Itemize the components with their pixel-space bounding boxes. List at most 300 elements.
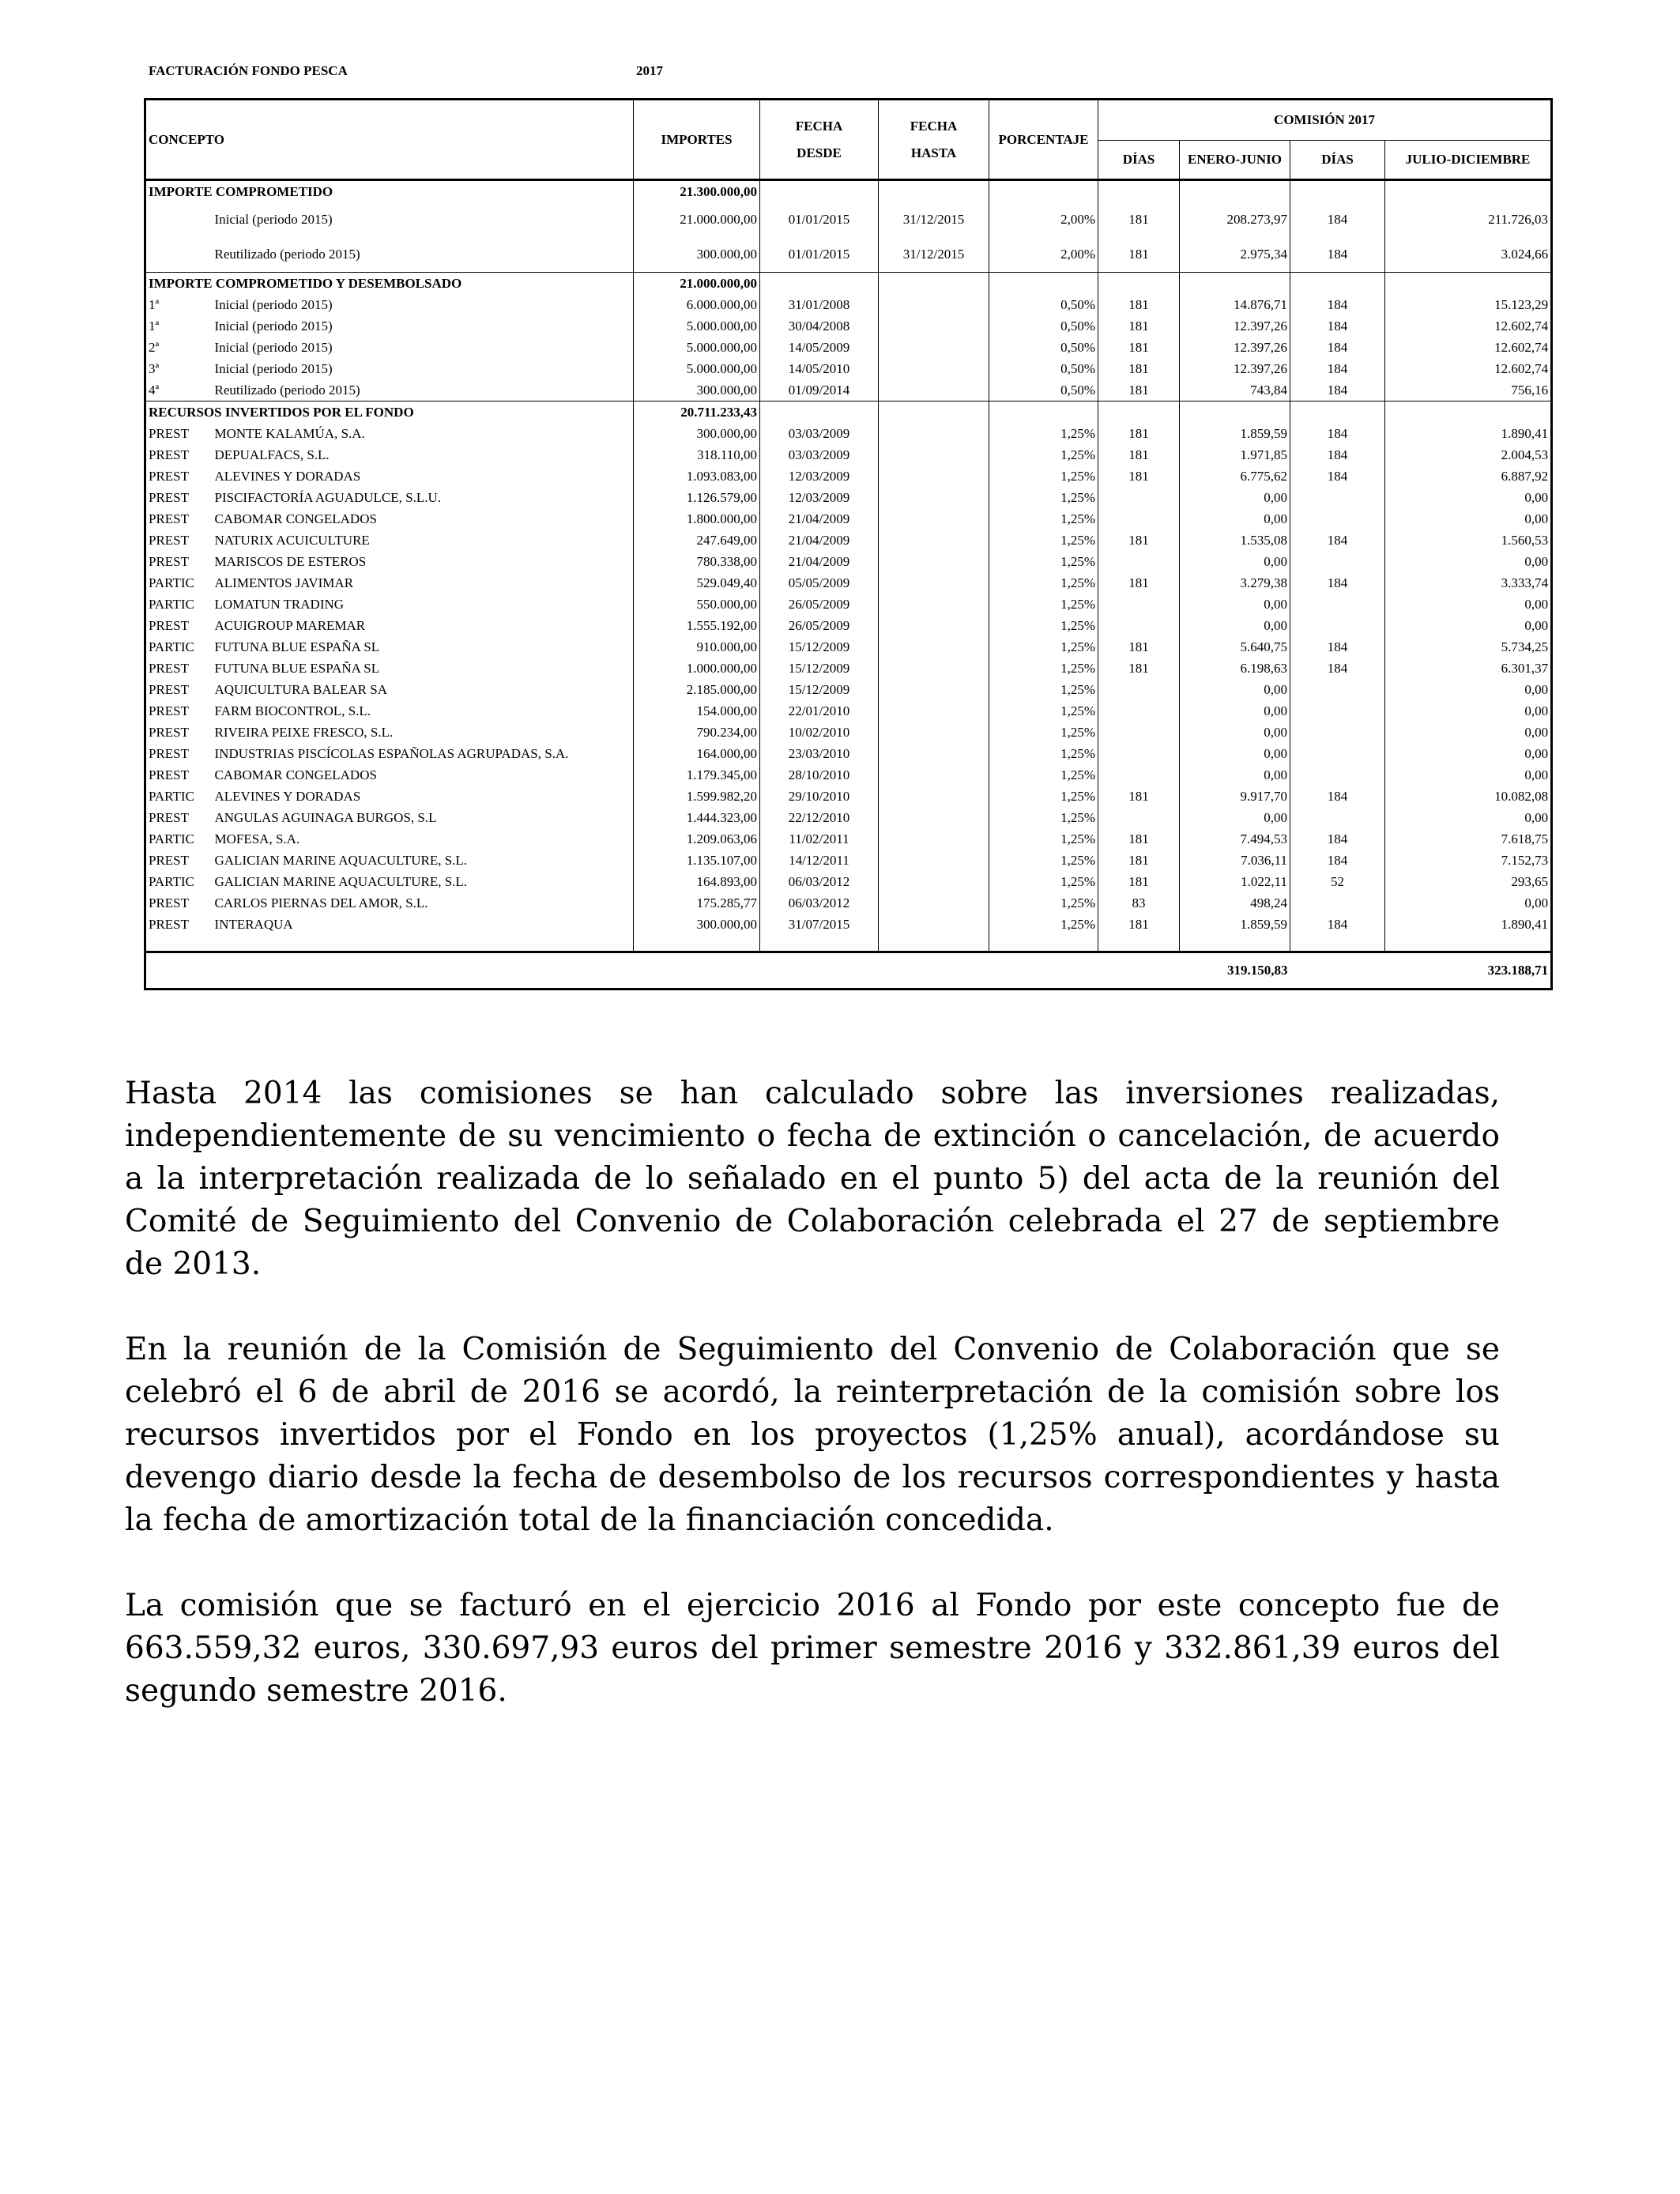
spacer-cell: [1290, 935, 1385, 952]
row-date-from: 22/12/2010: [760, 807, 879, 828]
row-date-to: [879, 828, 989, 850]
row-commission-h2: 3.333,74: [1385, 572, 1552, 594]
row-date-from: 29/10/2010: [760, 786, 879, 807]
row-days-h2: [1290, 615, 1385, 636]
row-amount: 1.555.192,00: [634, 615, 760, 636]
row-percentage: 1,25%: [989, 914, 1098, 935]
row-commission-h1: 0,00: [1180, 508, 1290, 530]
row-amount: 910.000,00: [634, 636, 760, 658]
row-date-to: [879, 423, 989, 444]
row-date-to: [879, 487, 989, 508]
row-date-from: 11/02/2011: [760, 828, 879, 850]
row-date-to: [879, 315, 989, 337]
row-percentage: 2,00%: [989, 202, 1098, 237]
row-commission-h2: 12.602,74: [1385, 337, 1552, 358]
row-concept: Inicial (periodo 2015): [214, 361, 333, 376]
row-percentage: 1,25%: [989, 850, 1098, 871]
empty-cell: [1098, 180, 1180, 203]
row-commission-h1: 0,00: [1180, 764, 1290, 786]
row-commission-h2: 2.004,53: [1385, 444, 1552, 466]
row-type: PARTIC: [145, 636, 215, 658]
row-concept: FUTUNA BLUE ESPAÑA SL: [214, 661, 380, 676]
row-date-from: 15/12/2009: [760, 679, 879, 700]
row-days-h2: [1290, 508, 1385, 530]
row-type: 1ª: [145, 315, 215, 337]
row-type: PREST: [145, 615, 215, 636]
row-concept: DEPUALFACS, S.L.: [214, 447, 330, 462]
row-commission-h1: 1.859,59: [1180, 914, 1290, 935]
table-row: [145, 337, 1552, 358]
spacer-cell: [215, 935, 634, 952]
report-title: FACTURACIÓN FONDO PESCA: [149, 63, 348, 78]
row-percentage: 1,25%: [989, 487, 1098, 508]
row-date-from: 15/12/2009: [760, 658, 879, 679]
row-commission-h2: 5.734,25: [1385, 636, 1552, 658]
table-row: [145, 379, 1552, 401]
row-days-h2: [1290, 594, 1385, 615]
spacer-cell: [1385, 935, 1552, 952]
row-date-to: [879, 551, 989, 572]
row-amount: 6.000.000,00: [634, 294, 760, 315]
row-commission-h1: 14.876,71: [1180, 294, 1290, 315]
row-commission-h2: 1.890,41: [1385, 423, 1552, 444]
row-date-to: [879, 658, 989, 679]
row-days-h1: [1098, 551, 1180, 572]
row-commission-h2: 0,00: [1385, 679, 1552, 700]
row-type: PREST: [145, 487, 215, 508]
section-amount: 20.711.233,43: [634, 401, 760, 424]
row-type: PREST: [145, 551, 215, 572]
row-commission-h2: 756,16: [1385, 379, 1552, 401]
row-amount: 780.338,00: [634, 551, 760, 572]
empty-cell: [989, 180, 1098, 203]
paragraph-1: Hasta 2014 las comisiones se han calculado sobre las inversiones realizadas, independientemente de su vencimiento o fecha de extinción o cancelación, de acuerdo a la interpretación realizada de lo señalado en el punto 5) del acta de la reunión del Comité de Seguimiento del Convenio de Colaboración celebrada el 27 de septiembre de 2013.: [125, 1076, 1500, 1282]
empty-cell: [1098, 401, 1180, 424]
empty-cell: [760, 401, 879, 424]
row-concept: ALEVINES Y DORADAS: [214, 469, 361, 484]
table-row: [145, 508, 1552, 530]
table-row: [145, 764, 1552, 786]
row-days-h1: [1098, 508, 1180, 530]
spacer-cell: [989, 935, 1098, 952]
row-type: PREST: [145, 764, 215, 786]
row-commission-h1: 1.971,85: [1180, 444, 1290, 466]
row-amount: 5.000.000,00: [634, 315, 760, 337]
row-date-to: [879, 444, 989, 466]
row-date-to: [879, 379, 989, 401]
row-type: 4ª: [145, 379, 215, 401]
row-days-h1: 181: [1098, 530, 1180, 551]
row-days-h1: 181: [1098, 636, 1180, 658]
row-days-h2: 184: [1290, 237, 1385, 273]
row-days-h1: 181: [1098, 444, 1180, 466]
row-percentage: 0,50%: [989, 294, 1098, 315]
row-days-h1: 181: [1098, 850, 1180, 871]
row-date-from: 23/03/2010: [760, 743, 879, 764]
row-days-h2: 184: [1290, 379, 1385, 401]
row-percentage: 0,50%: [989, 379, 1098, 401]
row-percentage: 1,25%: [989, 892, 1098, 914]
row-type: PREST: [145, 743, 215, 764]
row-commission-h1: 0,00: [1180, 722, 1290, 743]
row-date-to: [879, 871, 989, 892]
row-date-to: [879, 615, 989, 636]
row-date-to: [879, 764, 989, 786]
row-type: PREST: [145, 700, 215, 722]
row-commission-h1: 3.279,38: [1180, 572, 1290, 594]
row-days-h2: [1290, 700, 1385, 722]
totals-blank: [1290, 952, 1385, 990]
row-percentage: 1,25%: [989, 807, 1098, 828]
row-amount: 318.110,00: [634, 444, 760, 466]
row-percentage: 0,50%: [989, 315, 1098, 337]
row-type: PARTIC: [145, 871, 215, 892]
row-days-h2: [1290, 722, 1385, 743]
row-days-h1: 181: [1098, 315, 1180, 337]
empty-cell: [1180, 401, 1290, 424]
row-type: PREST: [145, 892, 215, 914]
row-date-to: 31/12/2015: [879, 237, 989, 273]
row-days-h1: [1098, 807, 1180, 828]
row-concept: MOFESA, S.A.: [214, 831, 300, 846]
row-date-from: 01/01/2015: [760, 202, 879, 237]
row-concept: INTERAQUA: [214, 917, 293, 932]
row-date-to: [879, 337, 989, 358]
row-concept: Inicial (periodo 2015): [214, 212, 333, 227]
row-type: PARTIC: [145, 594, 215, 615]
row-type: PARTIC: [145, 828, 215, 850]
row-type: PREST: [145, 423, 215, 444]
row-days-h1: 181: [1098, 658, 1180, 679]
row-date-to: [879, 914, 989, 935]
row-days-h2: 184: [1290, 786, 1385, 807]
section-row: [145, 401, 1552, 424]
row-days-h2: 184: [1290, 914, 1385, 935]
row-days-h2: 52: [1290, 871, 1385, 892]
row-amount: 1.135.107,00: [634, 850, 760, 871]
header-dias-1: DÍAS: [1098, 141, 1180, 180]
row-concept: CARLOS PIERNAS DEL AMOR, S.L.: [214, 895, 428, 910]
table-row: [145, 850, 1552, 871]
row-days-h1: [1098, 722, 1180, 743]
row-percentage: 1,25%: [989, 615, 1098, 636]
row-concept: PISCIFACTORÍA AGUADULCE, S.L.U.: [214, 490, 442, 505]
table-row: [145, 892, 1552, 914]
billing-table: [144, 98, 1553, 990]
row-date-from: 14/05/2010: [760, 358, 879, 379]
table-row: [145, 466, 1552, 487]
row-date-from: 15/12/2009: [760, 636, 879, 658]
row-date-from: 10/02/2010: [760, 722, 879, 743]
row-days-h1: 181: [1098, 202, 1180, 237]
row-commission-h2: 0,00: [1385, 722, 1552, 743]
spacer-cell: [1098, 935, 1180, 952]
empty-cell: [1290, 273, 1385, 295]
row-days-h1: 181: [1098, 358, 1180, 379]
row-concept: ALIMENTOS JAVIMAR: [214, 575, 354, 590]
header-fecha-desde-line2: DESDE: [797, 145, 842, 160]
total-enero-junio: 319.150,83: [1180, 952, 1290, 990]
row-commission-h1: 12.397,26: [1180, 358, 1290, 379]
row-commission-h1: 0,00: [1180, 743, 1290, 764]
row-percentage: 1,25%: [989, 466, 1098, 487]
row-date-from: 28/10/2010: [760, 764, 879, 786]
row-date-from: 06/03/2012: [760, 871, 879, 892]
totals-row: [145, 952, 1552, 990]
table-row: [145, 202, 1552, 237]
row-amount: 550.000,00: [634, 594, 760, 615]
row-date-from: 01/09/2014: [760, 379, 879, 401]
empty-cell: [760, 273, 879, 295]
header-fecha-hasta-line2: HASTA: [910, 145, 957, 160]
row-date-to: [879, 466, 989, 487]
row-date-from: 26/05/2009: [760, 594, 879, 615]
row-date-to: [879, 850, 989, 871]
row-days-h2: 184: [1290, 358, 1385, 379]
row-commission-h2: 1.890,41: [1385, 914, 1552, 935]
row-days-h1: 181: [1098, 828, 1180, 850]
row-type: PREST: [145, 508, 215, 530]
row-commission-h1: 208.273,97: [1180, 202, 1290, 237]
row-date-to: [879, 508, 989, 530]
row-days-h1: [1098, 615, 1180, 636]
row-date-from: 14/05/2009: [760, 337, 879, 358]
row-date-from: 03/03/2009: [760, 423, 879, 444]
row-concept: RIVEIRA PEIXE FRESCO, S.L.: [214, 725, 394, 740]
table-row: [145, 914, 1552, 935]
table-row: [145, 358, 1552, 379]
row-commission-h2: 12.602,74: [1385, 315, 1552, 337]
row-commission-h2: 1.560,53: [1385, 530, 1552, 551]
row-commission-h1: 6.198,63: [1180, 658, 1290, 679]
row-amount: 21.000.000,00: [634, 202, 760, 237]
row-commission-h1: 0,00: [1180, 679, 1290, 700]
header-fecha-hasta-line1: FECHA: [910, 118, 958, 134]
row-commission-h2: 293,65: [1385, 871, 1552, 892]
row-days-h2: 184: [1290, 202, 1385, 237]
row-days-h2: [1290, 743, 1385, 764]
row-date-from: 14/12/2011: [760, 850, 879, 871]
header-fecha-hasta: [879, 100, 989, 180]
row-type: 3ª: [145, 358, 215, 379]
row-commission-h2: 3.024,66: [1385, 237, 1552, 273]
row-commission-h1: 0,00: [1180, 551, 1290, 572]
row-commission-h2: 0,00: [1385, 700, 1552, 722]
billing-table-body: [145, 180, 1552, 990]
header-comision: COMISIÓN 2017: [1098, 100, 1552, 141]
row-date-from: 31/07/2015: [760, 914, 879, 935]
row-commission-h2: 7.152,73: [1385, 850, 1552, 871]
paragraph-3: La comisión que se facturó en el ejercicio 2016 al Fondo por este concepto fue de 663.559,32 euros, 330.697,93 euros del primer semestre 2016 y 332.861,39 euros del segundo semestre 2016.: [125, 1588, 1500, 1709]
row-commission-h1: 7.494,53: [1180, 828, 1290, 850]
row-concept: NATURIX ACUICULTURE: [214, 533, 370, 548]
row-commission-h1: 7.036,11: [1180, 850, 1290, 871]
table-row: [145, 743, 1552, 764]
row-days-h2: 184: [1290, 850, 1385, 871]
body-text: [125, 1072, 1500, 1755]
row-type: 1ª: [145, 294, 215, 315]
row-amount: 1.000.000,00: [634, 658, 760, 679]
row-type: PARTIC: [145, 786, 215, 807]
row-concept: LOMATUN TRADING: [214, 597, 345, 612]
row-days-h2: 184: [1290, 636, 1385, 658]
spacer-cell: [1180, 935, 1290, 952]
row-amount: 300.000,00: [634, 423, 760, 444]
row-percentage: 1,25%: [989, 743, 1098, 764]
row-days-h2: [1290, 487, 1385, 508]
table-row: [145, 807, 1552, 828]
section-title: IMPORTE COMPROMETIDO: [145, 180, 634, 203]
row-date-to: [879, 636, 989, 658]
row-percentage: 1,25%: [989, 722, 1098, 743]
row-concept: FARM BIOCONTROL, S.L.: [214, 703, 371, 718]
row-days-h2: [1290, 764, 1385, 786]
row-commission-h2: 0,00: [1385, 615, 1552, 636]
table-row: [145, 871, 1552, 892]
row-days-h1: 181: [1098, 871, 1180, 892]
row-percentage: 2,00%: [989, 237, 1098, 273]
row-commission-h2: 0,00: [1385, 743, 1552, 764]
row-percentage: 1,25%: [989, 700, 1098, 722]
table-row: [145, 828, 1552, 850]
section-amount: 21.000.000,00: [634, 273, 760, 295]
row-percentage: 0,50%: [989, 358, 1098, 379]
row-percentage: 1,25%: [989, 508, 1098, 530]
row-days-h1: 181: [1098, 294, 1180, 315]
row-concept: ANGULAS AGUINAGA BURGOS, S.L: [214, 810, 437, 825]
row-date-from: 21/04/2009: [760, 530, 879, 551]
table-row: [145, 594, 1552, 615]
row-amount: 1.093.083,00: [634, 466, 760, 487]
row-concept: FUTUNA BLUE ESPAÑA SL: [214, 639, 380, 654]
total-julio-diciembre: 323.188,71: [1385, 952, 1552, 990]
row-days-h1: 181: [1098, 337, 1180, 358]
row-concept: MONTE KALAMÚA, S.A.: [214, 426, 365, 441]
row-date-from: 12/03/2009: [760, 466, 879, 487]
row-date-to: [879, 294, 989, 315]
row-commission-h1: 12.397,26: [1180, 337, 1290, 358]
row-commission-h2: 0,00: [1385, 892, 1552, 914]
table-row: [145, 658, 1552, 679]
row-days-h1: 83: [1098, 892, 1180, 914]
table-row: [145, 700, 1552, 722]
row-commission-h1: 2.975,34: [1180, 237, 1290, 273]
row-date-to: 31/12/2015: [879, 202, 989, 237]
row-type: PARTIC: [145, 572, 215, 594]
row-amount: 300.000,00: [634, 379, 760, 401]
header-fecha-desde: [760, 100, 879, 180]
row-type: PREST: [145, 466, 215, 487]
section-title: IMPORTE COMPROMETIDO Y DESEMBOLSADO: [145, 273, 634, 295]
row-commission-h2: 0,00: [1385, 508, 1552, 530]
spacer-cell: [879, 935, 989, 952]
table-row: [145, 237, 1552, 273]
row-date-from: 21/04/2009: [760, 508, 879, 530]
row-amount: 164.000,00: [634, 743, 760, 764]
row-type: [145, 202, 215, 237]
row-commission-h1: 0,00: [1180, 594, 1290, 615]
row-amount: 790.234,00: [634, 722, 760, 743]
row-commission-h2: 10.082,08: [1385, 786, 1552, 807]
row-percentage: 0,50%: [989, 337, 1098, 358]
row-concept: Inicial (periodo 2015): [214, 340, 333, 355]
empty-cell: [1098, 273, 1180, 295]
row-percentage: 1,25%: [989, 530, 1098, 551]
row-days-h2: 184: [1290, 828, 1385, 850]
row-percentage: 1,25%: [989, 871, 1098, 892]
row-amount: 300.000,00: [634, 237, 760, 273]
row-percentage: 1,25%: [989, 828, 1098, 850]
row-amount: 5.000.000,00: [634, 358, 760, 379]
table-row: [145, 786, 1552, 807]
row-commission-h1: 1.022,11: [1180, 871, 1290, 892]
row-date-from: 30/04/2008: [760, 315, 879, 337]
row-amount: 1.209.063,06: [634, 828, 760, 850]
spacer-cell: [760, 935, 879, 952]
empty-cell: [1385, 180, 1552, 203]
row-concept: INDUSTRIAS PISCÍCOLAS ESPAÑOLAS AGRUPADAS, S.A.: [214, 746, 569, 761]
row-amount: 5.000.000,00: [634, 337, 760, 358]
row-date-from: 06/03/2012: [760, 892, 879, 914]
row-commission-h2: 15.123,29: [1385, 294, 1552, 315]
row-commission-h1: 6.775,62: [1180, 466, 1290, 487]
row-amount: 300.000,00: [634, 914, 760, 935]
row-type: PREST: [145, 850, 215, 871]
row-date-from: 03/03/2009: [760, 444, 879, 466]
row-amount: 247.649,00: [634, 530, 760, 551]
row-concept: GALICIAN MARINE AQUACULTURE, S.L.: [214, 874, 468, 889]
row-days-h1: 181: [1098, 572, 1180, 594]
row-percentage: 1,25%: [989, 679, 1098, 700]
row-concept: Reutilizado (periodo 2015): [214, 247, 360, 262]
row-percentage: 1,25%: [989, 594, 1098, 615]
row-percentage: 1,25%: [989, 636, 1098, 658]
empty-cell: [1385, 401, 1552, 424]
table-row: [145, 551, 1552, 572]
row-concept: MARISCOS DE ESTEROS: [214, 554, 367, 569]
section-amount: 21.300.000,00: [634, 180, 760, 203]
row-date-to: [879, 572, 989, 594]
row-commission-h1: 1.859,59: [1180, 423, 1290, 444]
page-header: [149, 63, 781, 87]
empty-cell: [760, 180, 879, 203]
row-percentage: 1,25%: [989, 786, 1098, 807]
section-row: [145, 180, 1552, 203]
row-date-to: [879, 743, 989, 764]
row-days-h2: 184: [1290, 658, 1385, 679]
row-concept: Inicial (periodo 2015): [214, 319, 333, 334]
row-commission-h2: 6.887,92: [1385, 466, 1552, 487]
row-date-from: 12/03/2009: [760, 487, 879, 508]
row-days-h1: 181: [1098, 786, 1180, 807]
row-days-h2: 184: [1290, 423, 1385, 444]
empty-cell: [879, 273, 989, 295]
row-amount: 1.444.323,00: [634, 807, 760, 828]
table-row: [145, 530, 1552, 551]
row-commission-h1: 498,24: [1180, 892, 1290, 914]
header-porcentaje: PORCENTAJE: [989, 100, 1098, 180]
row-days-h1: 181: [1098, 914, 1180, 935]
totals-blank: [145, 952, 1180, 990]
row-days-h1: 181: [1098, 379, 1180, 401]
row-concept: CABOMAR CONGELADOS: [214, 511, 377, 526]
row-type: [145, 237, 215, 273]
header-importes: IMPORTES: [634, 100, 760, 180]
empty-cell: [1180, 273, 1290, 295]
table-row: [145, 423, 1552, 444]
row-date-from: 05/05/2009: [760, 572, 879, 594]
table-row: [145, 572, 1552, 594]
